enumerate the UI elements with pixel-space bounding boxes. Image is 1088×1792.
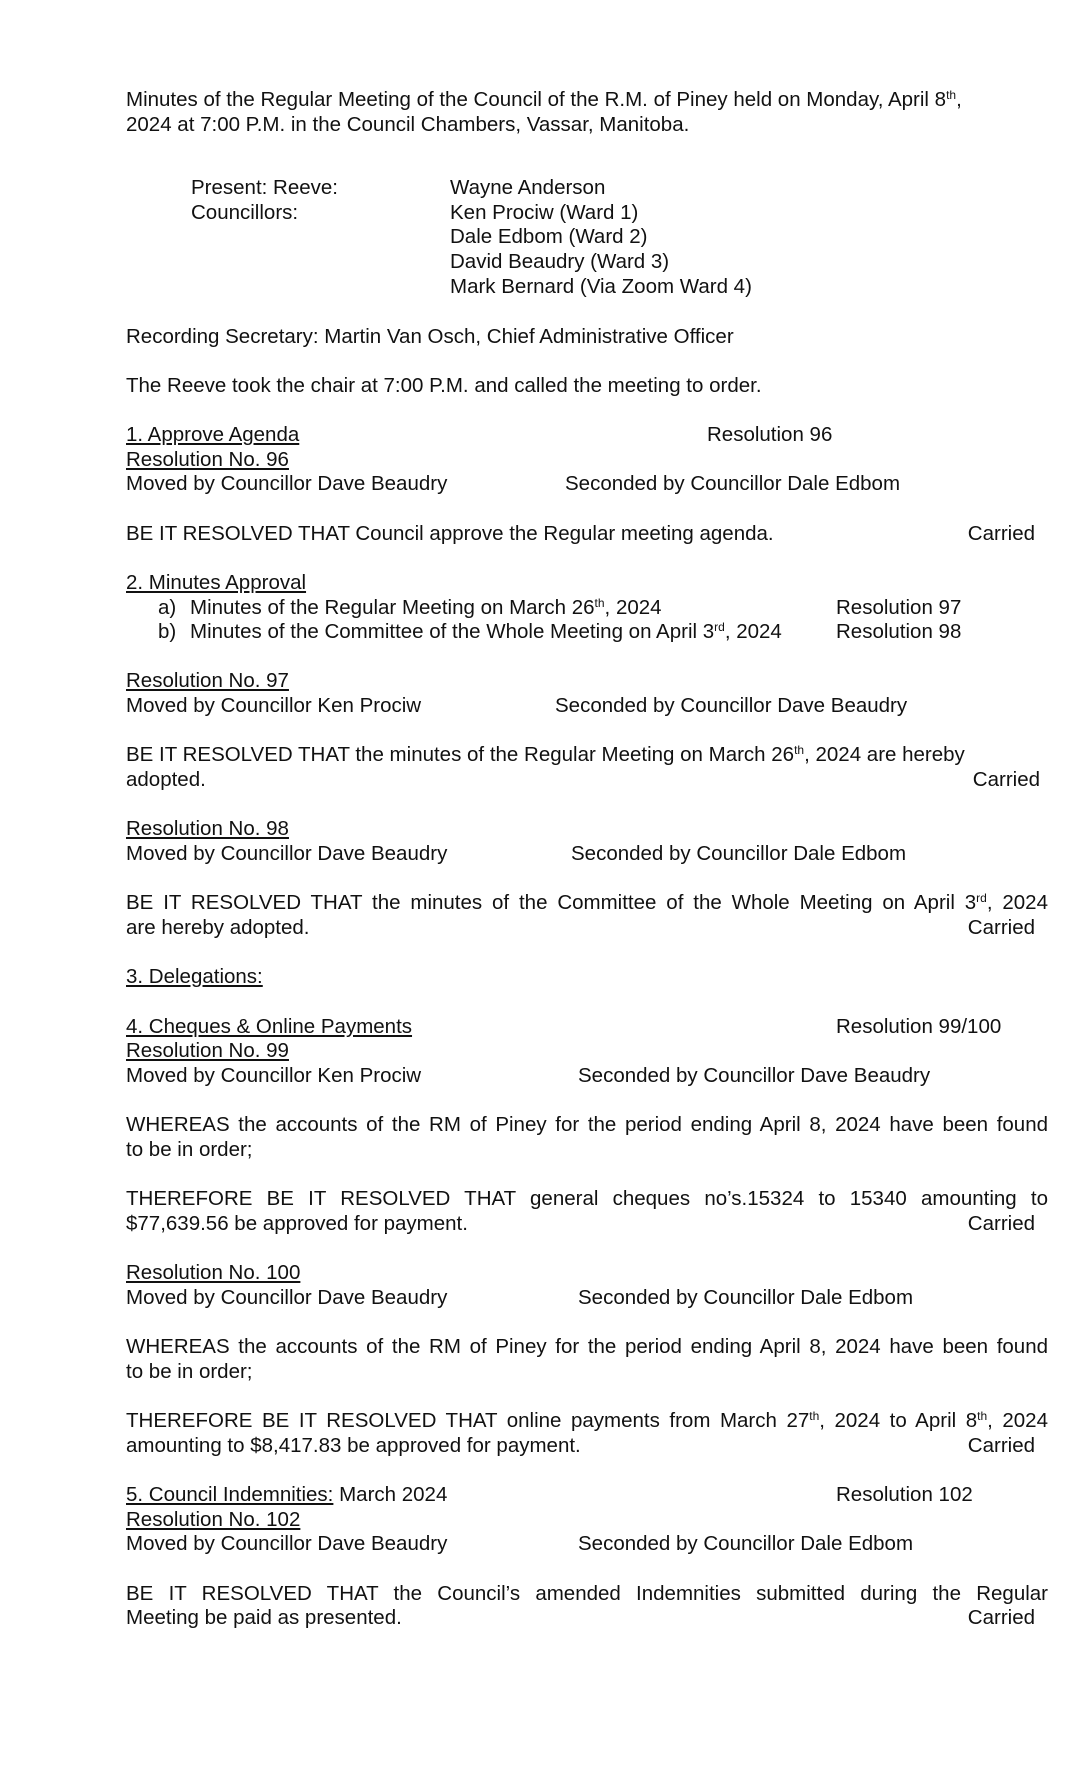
- section-heading: 3. Delegations:: [126, 965, 263, 988]
- reeve-name: Wayne Anderson: [450, 176, 606, 199]
- resolution-text: BE IT RESOLVED THAT the minutes of the Regular Meeting on March 26th, 2024 are hereby: [126, 743, 965, 766]
- resolution-text: BE IT RESOLVED THAT Council approve the Regular meeting agenda.: [126, 522, 774, 545]
- resolution-text: BE IT RESOLVED THAT the Council’s amended Indemnities submitted during the Regular: [126, 1582, 1048, 1605]
- recording-secretary: Recording Secretary: Martin Van Osch, Chief Administrative Officer: [126, 325, 734, 348]
- councillors-label: Councillors:: [191, 201, 299, 224]
- councillor-name: Mark Bernard (Via Zoom Ward 4): [450, 275, 752, 298]
- moved-by: Moved by Councillor Dave Beaudry: [126, 842, 448, 865]
- seconded-by: Seconded by Councillor Dale Edbom: [578, 1286, 914, 1309]
- seconded-by: Seconded by Councillor Dave Beaudry: [578, 1064, 931, 1087]
- carried-status: Carried: [967, 1434, 1035, 1457]
- seconded-by: Seconded by Councillor Dale Edbom: [578, 1532, 914, 1555]
- resolution-text: amounting to $8,417.83 be approved for payment.: [126, 1434, 581, 1457]
- section-heading: 2. Minutes Approval: [126, 571, 307, 594]
- resolution-ref: Resolution 96: [707, 423, 833, 446]
- section-heading: 1. Approve Agenda: [126, 423, 300, 446]
- carried-status: Carried: [967, 916, 1035, 939]
- resolution-ref: Resolution 102: [836, 1483, 973, 1506]
- resolution-number: Resolution No. 99: [126, 1039, 289, 1062]
- header-line-1: Minutes of the Regular Meeting of the Council of the R.M. of Piney held on Monday, April 8th,: [126, 88, 962, 111]
- carried-status: Carried: [967, 1606, 1035, 1629]
- resolution-text: THEREFORE BE IT RESOLVED THAT online payments from March 27th, 2024 to April 8th, 2024: [126, 1409, 1048, 1432]
- moved-by: Moved by Councillor Dave Beaudry: [126, 472, 448, 495]
- reeve-label: Present: Reeve:: [191, 176, 338, 199]
- carried-status: Carried: [967, 522, 1035, 545]
- list-marker: a): [158, 596, 177, 619]
- resolution-number: Resolution No. 97: [126, 669, 289, 692]
- resolution-text: to be in order;: [126, 1138, 253, 1161]
- resolution-number: Resolution No. 98: [126, 817, 289, 840]
- moved-by: Moved by Councillor Ken Prociw: [126, 694, 422, 717]
- resolution-text: to be in order;: [126, 1360, 253, 1383]
- list-item: Minutes of the Regular Meeting on March 26th, 2024: [190, 596, 662, 619]
- section-heading: 4. Cheques & Online Payments: [126, 1015, 413, 1038]
- carried-status: Carried: [972, 768, 1040, 791]
- moved-by: Moved by Councillor Dave Beaudry: [126, 1532, 448, 1555]
- resolution-text: WHEREAS the accounts of the RM of Piney for the period ending April 8, 2024 have been found: [126, 1335, 1048, 1358]
- resolution-ref: Resolution 99/100: [836, 1015, 1002, 1038]
- resolution-text: are hereby adopted.: [126, 916, 310, 939]
- section-heading: 5. Council Indemnities: March 2024: [126, 1483, 448, 1506]
- resolution-ref: Resolution 97: [836, 596, 962, 619]
- resolution-text: BE IT RESOLVED THAT the minutes of the Committee of the Whole Meeting on April 3rd, 2024: [126, 891, 1048, 914]
- resolution-text: THEREFORE BE IT RESOLVED THAT general cheques no’s.15324 to 15340 amounting to: [126, 1187, 1048, 1210]
- call-to-order: The Reeve took the chair at 7:00 P.M. and called the meeting to order.: [126, 374, 762, 397]
- carried-status: Carried: [967, 1212, 1035, 1235]
- councillor-name: David Beaudry (Ward 3): [450, 250, 670, 273]
- resolution-number: Resolution No. 102: [126, 1508, 301, 1531]
- list-marker: b): [158, 620, 177, 643]
- resolution-ref: Resolution 98: [836, 620, 962, 643]
- moved-by: Moved by Councillor Dave Beaudry: [126, 1286, 448, 1309]
- councillor-name: Ken Prociw (Ward 1): [450, 201, 639, 224]
- seconded-by: Seconded by Councillor Dale Edbom: [565, 472, 901, 495]
- list-item: Minutes of the Committee of the Whole Meeting on April 3rd, 2024: [190, 620, 782, 643]
- resolution-number: Resolution No. 96: [126, 448, 289, 471]
- councillor-name: Dale Edbom (Ward 2): [450, 225, 648, 248]
- resolution-number: Resolution No. 100: [126, 1261, 301, 1284]
- seconded-by: Seconded by Councillor Dale Edbom: [571, 842, 907, 865]
- header-line-2: 2024 at 7:00 P.M. in the Council Chambers, Vassar, Manitoba.: [126, 113, 690, 136]
- resolution-text: Meeting be paid as presented.: [126, 1606, 402, 1629]
- seconded-by: Seconded by Councillor Dave Beaudry: [555, 694, 908, 717]
- resolution-text: $77,639.56 be approved for payment.: [126, 1212, 468, 1235]
- resolution-text: adopted.: [126, 768, 206, 791]
- resolution-text: WHEREAS the accounts of the RM of Piney for the period ending April 8, 2024 have been found: [126, 1113, 1048, 1136]
- moved-by: Moved by Councillor Ken Prociw: [126, 1064, 422, 1087]
